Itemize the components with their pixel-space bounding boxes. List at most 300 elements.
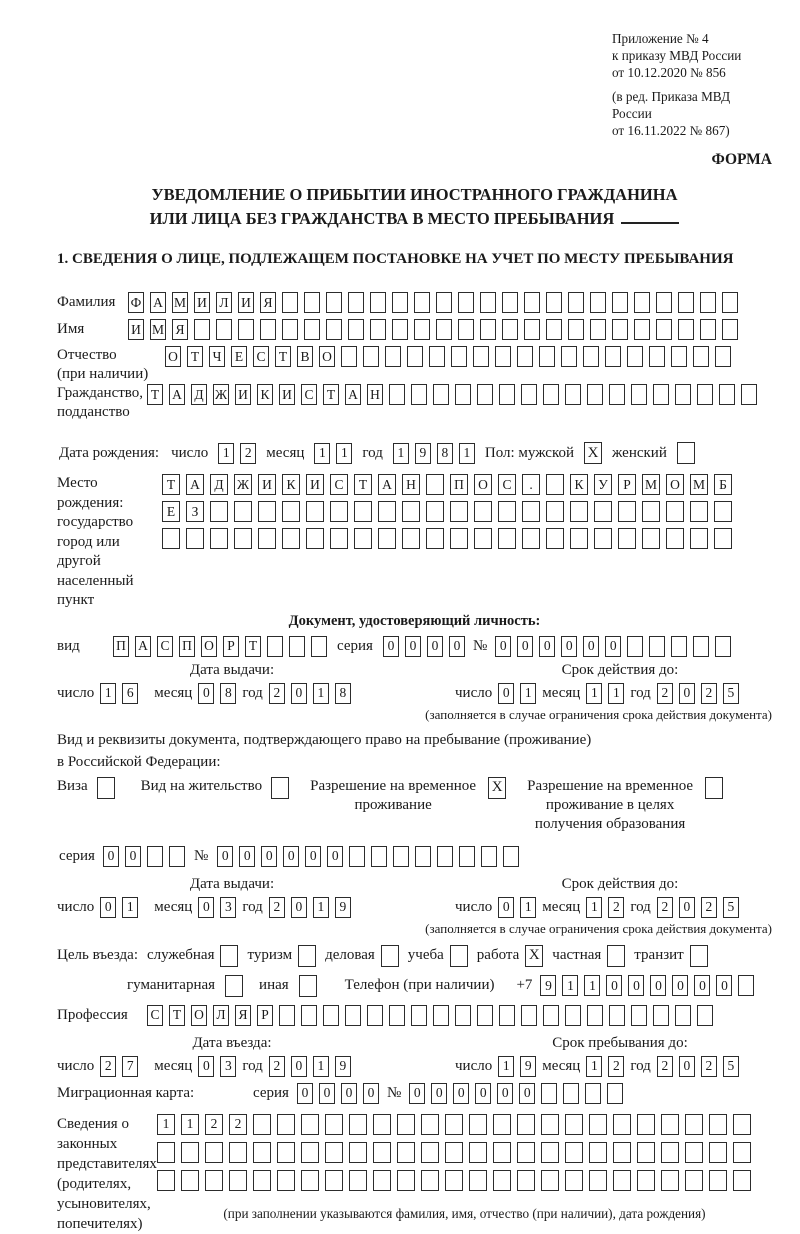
- representative-cell[interactable]: [325, 1114, 343, 1135]
- profession-cell[interactable]: [499, 1005, 515, 1026]
- birth-place-cell[interactable]: [282, 501, 300, 522]
- birth-place-cell[interactable]: [618, 528, 636, 549]
- representative-cell[interactable]: [181, 1142, 199, 1163]
- representative-cell[interactable]: [397, 1170, 415, 1191]
- birth-place-cell[interactable]: [258, 528, 276, 549]
- representative-cell[interactable]: [469, 1114, 487, 1135]
- residence-number-cell[interactable]: [393, 846, 409, 867]
- birth-month-cell[interactable]: 1: [314, 443, 330, 464]
- representative-cell[interactable]: [637, 1114, 655, 1135]
- birth-place-cell[interactable]: К: [282, 474, 300, 495]
- citizenship-cell[interactable]: [455, 384, 471, 405]
- doc-type-cell[interactable]: [311, 636, 327, 657]
- given-name-cell[interactable]: [282, 319, 298, 340]
- entry-day-cell[interactable]: 2: [100, 1056, 116, 1077]
- phone-digit-cell[interactable]: 0: [606, 975, 622, 996]
- other-purpose-checkbox[interactable]: [299, 975, 317, 997]
- study-checkbox[interactable]: [450, 945, 468, 967]
- birth-place-cell[interactable]: [402, 501, 420, 522]
- representative-cell[interactable]: [517, 1114, 535, 1135]
- patronymic-cell[interactable]: [517, 346, 533, 367]
- given-name-cell[interactable]: [260, 319, 276, 340]
- migration-number-cell[interactable]: [563, 1083, 579, 1104]
- surname-cell[interactable]: [700, 292, 716, 313]
- birth-place-cell[interactable]: [426, 474, 444, 495]
- phone-digit-cell[interactable]: 0: [650, 975, 666, 996]
- given-name-cell[interactable]: [370, 319, 386, 340]
- given-name-cell[interactable]: [326, 319, 342, 340]
- doc-number-cell[interactable]: 0: [495, 636, 511, 657]
- representative-cell[interactable]: [685, 1170, 703, 1191]
- residence-number-cell[interactable]: 0: [217, 846, 233, 867]
- representative-cell[interactable]: [709, 1142, 727, 1163]
- profession-cell[interactable]: [675, 1005, 691, 1026]
- patronymic-cell[interactable]: Т: [275, 346, 291, 367]
- surname-cell[interactable]: [634, 292, 650, 313]
- citizenship-cell[interactable]: А: [345, 384, 361, 405]
- surname-cell[interactable]: [722, 292, 738, 313]
- surname-cell[interactable]: Л: [216, 292, 232, 313]
- citizenship-cell[interactable]: С: [301, 384, 317, 405]
- phone-digit-cell[interactable]: 9: [540, 975, 556, 996]
- doc-number-cell[interactable]: 0: [561, 636, 577, 657]
- representative-cell[interactable]: [277, 1170, 295, 1191]
- surname-cell[interactable]: [304, 292, 320, 313]
- phone-digit-cell[interactable]: [738, 975, 754, 996]
- representative-cell[interactable]: [301, 1170, 319, 1191]
- tourism-checkbox[interactable]: [298, 945, 316, 967]
- birth-place-cell[interactable]: Н: [402, 474, 420, 495]
- patronymic-cell[interactable]: [385, 346, 401, 367]
- phone-digit-cell[interactable]: 0: [716, 975, 732, 996]
- birth-place-cell[interactable]: У: [594, 474, 612, 495]
- doc-type-cell[interactable]: О: [201, 636, 217, 657]
- birth-place-cell[interactable]: Т: [162, 474, 180, 495]
- migration-series-cell[interactable]: 0: [297, 1083, 313, 1104]
- representative-cell[interactable]: [181, 1170, 199, 1191]
- citizenship-cell[interactable]: [741, 384, 757, 405]
- representative-cell[interactable]: [613, 1142, 631, 1163]
- birth-place-cell[interactable]: [546, 528, 564, 549]
- profession-cell[interactable]: [411, 1005, 427, 1026]
- birth-place-cell[interactable]: [402, 528, 420, 549]
- surname-cell[interactable]: [524, 292, 540, 313]
- birth-place-cell[interactable]: З: [186, 501, 204, 522]
- migration-number-cell[interactable]: [541, 1083, 557, 1104]
- representative-cell[interactable]: [661, 1114, 679, 1135]
- patronymic-cell[interactable]: [341, 346, 357, 367]
- citizenship-cell[interactable]: Н: [367, 384, 383, 405]
- birth-place-cell[interactable]: К: [570, 474, 588, 495]
- representative-cell[interactable]: [229, 1170, 247, 1191]
- citizenship-cell[interactable]: Д: [191, 384, 207, 405]
- profession-cell[interactable]: [543, 1005, 559, 1026]
- birth-place-cell[interactable]: [306, 528, 324, 549]
- birth-place-cell[interactable]: [570, 501, 588, 522]
- representative-cell[interactable]: [565, 1170, 583, 1191]
- stay-day-cell[interactable]: 9: [520, 1056, 536, 1077]
- profession-cell[interactable]: [609, 1005, 625, 1026]
- representative-cell[interactable]: [709, 1170, 727, 1191]
- profession-cell[interactable]: [653, 1005, 669, 1026]
- residence-series-cell[interactable]: 0: [125, 846, 141, 867]
- representative-cell[interactable]: [589, 1170, 607, 1191]
- doc-type-cell[interactable]: П: [179, 636, 195, 657]
- representative-cell[interactable]: [733, 1114, 751, 1135]
- female-checkbox[interactable]: [677, 442, 695, 464]
- valid-day-cell[interactable]: 1: [520, 683, 536, 704]
- birth-place-cell[interactable]: [210, 501, 228, 522]
- representative-cell[interactable]: [661, 1142, 679, 1163]
- surname-cell[interactable]: [656, 292, 672, 313]
- representative-cell[interactable]: 2: [229, 1114, 247, 1135]
- surname-cell[interactable]: [392, 292, 408, 313]
- birth-place-cell[interactable]: [234, 528, 252, 549]
- edu-permit-checkbox[interactable]: [705, 777, 723, 799]
- birth-place-cell[interactable]: П: [450, 474, 468, 495]
- representative-cell[interactable]: [301, 1114, 319, 1135]
- doc-series-cell[interactable]: 0: [383, 636, 399, 657]
- representative-cell[interactable]: [493, 1114, 511, 1135]
- female-checkbox[interactable]: [677, 442, 695, 464]
- issue-day-cell[interactable]: 6: [122, 683, 138, 704]
- surname-cell[interactable]: [612, 292, 628, 313]
- valid-year-cell[interactable]: 2: [657, 897, 673, 918]
- representative-cell[interactable]: 1: [157, 1114, 175, 1135]
- doc-number-cell[interactable]: [627, 636, 643, 657]
- issue-month-cell[interactable]: 0: [198, 683, 214, 704]
- doc-series-cell[interactable]: 0: [449, 636, 465, 657]
- temp-permit-checkbox[interactable]: X: [488, 777, 506, 799]
- migration-number-cell[interactable]: 0: [431, 1083, 447, 1104]
- birth-place-cell[interactable]: [354, 528, 372, 549]
- birth-place-cell[interactable]: [690, 528, 708, 549]
- profession-cell[interactable]: О: [191, 1005, 207, 1026]
- profession-cell[interactable]: Р: [257, 1005, 273, 1026]
- representative-cell[interactable]: [685, 1142, 703, 1163]
- citizenship-cell[interactable]: И: [279, 384, 295, 405]
- surname-cell[interactable]: [590, 292, 606, 313]
- birth-place-cell[interactable]: [690, 501, 708, 522]
- birth-place-cell[interactable]: [642, 501, 660, 522]
- representative-cell[interactable]: [157, 1170, 175, 1191]
- profession-cell[interactable]: [477, 1005, 493, 1026]
- citizenship-cell[interactable]: Ж: [213, 384, 229, 405]
- surname-cell[interactable]: [458, 292, 474, 313]
- valid-month-cell[interactable]: 1: [586, 897, 602, 918]
- given-name-cell[interactable]: [216, 319, 232, 340]
- doc-type-cell[interactable]: [289, 636, 305, 657]
- issue-year-cell[interactable]: 8: [335, 683, 351, 704]
- residence-number-cell[interactable]: 0: [327, 846, 343, 867]
- profession-cell[interactable]: [455, 1005, 471, 1026]
- birth-place-cell[interactable]: [594, 528, 612, 549]
- profession-cell[interactable]: [521, 1005, 537, 1026]
- valid-day-cell[interactable]: 0: [498, 897, 514, 918]
- residence-number-cell[interactable]: [437, 846, 453, 867]
- representative-cell[interactable]: [253, 1114, 271, 1135]
- representative-cell[interactable]: [445, 1142, 463, 1163]
- profession-cell[interactable]: [631, 1005, 647, 1026]
- valid-month-cell[interactable]: 2: [608, 897, 624, 918]
- visa-checkbox[interactable]: [97, 777, 115, 799]
- valid-month-cell[interactable]: 1: [608, 683, 624, 704]
- surname-cell[interactable]: Ф: [128, 292, 144, 313]
- patronymic-cell[interactable]: [561, 346, 577, 367]
- representative-cell[interactable]: [445, 1114, 463, 1135]
- birth-place-cell[interactable]: .: [522, 474, 540, 495]
- migration-number-cell[interactable]: [585, 1083, 601, 1104]
- birth-day-cell[interactable]: 2: [240, 443, 256, 464]
- patronymic-cell[interactable]: [429, 346, 445, 367]
- birth-year-cell[interactable]: 1: [393, 443, 409, 464]
- birth-place-cell[interactable]: [450, 528, 468, 549]
- profession-cell[interactable]: [587, 1005, 603, 1026]
- profession-cell[interactable]: [345, 1005, 361, 1026]
- doc-type-cell[interactable]: [267, 636, 283, 657]
- profession-cell[interactable]: [279, 1005, 295, 1026]
- issue-year-cell[interactable]: 1: [313, 683, 329, 704]
- representative-cell[interactable]: [541, 1114, 559, 1135]
- given-name-cell[interactable]: [656, 319, 672, 340]
- representative-cell[interactable]: [733, 1170, 751, 1191]
- birth-place-cell[interactable]: [210, 528, 228, 549]
- humanitarian-checkbox[interactable]: [225, 975, 243, 997]
- citizenship-cell[interactable]: [609, 384, 625, 405]
- surname-cell[interactable]: [326, 292, 342, 313]
- birth-place-cell[interactable]: [474, 501, 492, 522]
- given-name-cell[interactable]: [678, 319, 694, 340]
- birth-place-cell[interactable]: И: [306, 474, 324, 495]
- entry-year-cell[interactable]: 0: [291, 1056, 307, 1077]
- doc-series-cell[interactable]: 0: [405, 636, 421, 657]
- patronymic-cell[interactable]: С: [253, 346, 269, 367]
- temp-permit-checkbox[interactable]: [488, 777, 506, 799]
- birth-place-cell[interactable]: [498, 501, 516, 522]
- birth-place-cell[interactable]: [378, 501, 396, 522]
- representative-cell[interactable]: [277, 1142, 295, 1163]
- doc-number-cell[interactable]: 0: [539, 636, 555, 657]
- citizenship-cell[interactable]: К: [257, 384, 273, 405]
- patronymic-cell[interactable]: [627, 346, 643, 367]
- representative-cell[interactable]: [205, 1142, 223, 1163]
- phone-digit-cell[interactable]: 1: [562, 975, 578, 996]
- patronymic-cell[interactable]: [473, 346, 489, 367]
- issue-month-cell[interactable]: 3: [220, 897, 236, 918]
- edu-permit-checkbox[interactable]: [705, 777, 723, 799]
- issue-day-cell[interactable]: 0: [100, 897, 116, 918]
- transit-checkbox[interactable]: [690, 945, 708, 967]
- citizenship-cell[interactable]: [411, 384, 427, 405]
- profession-cell[interactable]: [389, 1005, 405, 1026]
- given-name-cell[interactable]: [612, 319, 628, 340]
- birth-place-cell[interactable]: С: [330, 474, 348, 495]
- surname-cell[interactable]: [282, 292, 298, 313]
- given-name-cell[interactable]: [546, 319, 562, 340]
- representative-cell[interactable]: [613, 1114, 631, 1135]
- representative-cell[interactable]: [493, 1170, 511, 1191]
- birth-place-cell[interactable]: [306, 501, 324, 522]
- representative-cell[interactable]: [493, 1142, 511, 1163]
- issue-year-cell[interactable]: 1: [313, 897, 329, 918]
- entry-year-cell[interactable]: 2: [269, 1056, 285, 1077]
- residence-number-cell[interactable]: 0: [305, 846, 321, 867]
- representative-cell[interactable]: [157, 1142, 175, 1163]
- representative-cell[interactable]: [469, 1142, 487, 1163]
- doc-number-cell[interactable]: 0: [517, 636, 533, 657]
- citizenship-cell[interactable]: [675, 384, 691, 405]
- birth-place-cell[interactable]: [594, 501, 612, 522]
- patronymic-cell[interactable]: [495, 346, 511, 367]
- other-purpose-checkbox[interactable]: [299, 975, 317, 997]
- doc-number-cell[interactable]: [671, 636, 687, 657]
- profession-cell[interactable]: [323, 1005, 339, 1026]
- residence-number-cell[interactable]: [481, 846, 497, 867]
- citizenship-cell[interactable]: [433, 384, 449, 405]
- profession-cell[interactable]: [697, 1005, 713, 1026]
- birth-place-cell[interactable]: [666, 528, 684, 549]
- work-checkbox[interactable]: [525, 945, 543, 967]
- patronymic-cell[interactable]: Т: [187, 346, 203, 367]
- birth-place-cell[interactable]: [282, 528, 300, 549]
- birth-place-cell[interactable]: Ж: [234, 474, 252, 495]
- representative-cell[interactable]: [565, 1142, 583, 1163]
- profession-cell[interactable]: Л: [213, 1005, 229, 1026]
- birth-day-cell[interactable]: 1: [218, 443, 234, 464]
- business-checkbox[interactable]: [220, 945, 238, 967]
- doc-type-cell[interactable]: П: [113, 636, 129, 657]
- given-name-cell[interactable]: [436, 319, 452, 340]
- stay-year-cell[interactable]: 2: [657, 1056, 673, 1077]
- birth-place-cell[interactable]: [546, 474, 564, 495]
- work-checkbox[interactable]: X: [525, 945, 543, 967]
- study-checkbox[interactable]: [450, 945, 468, 967]
- given-name-cell[interactable]: [700, 319, 716, 340]
- birth-place-cell[interactable]: С: [498, 474, 516, 495]
- issue-day-cell[interactable]: 1: [122, 897, 138, 918]
- given-name-cell[interactable]: [590, 319, 606, 340]
- representative-cell[interactable]: [541, 1142, 559, 1163]
- patronymic-cell[interactable]: Ч: [209, 346, 225, 367]
- birth-place-cell[interactable]: Т: [354, 474, 372, 495]
- surname-cell[interactable]: И: [238, 292, 254, 313]
- residence-number-cell[interactable]: 0: [261, 846, 277, 867]
- representative-cell[interactable]: [325, 1142, 343, 1163]
- issue-year-cell[interactable]: 2: [269, 897, 285, 918]
- patronymic-cell[interactable]: [671, 346, 687, 367]
- surname-cell[interactable]: [436, 292, 452, 313]
- valid-year-cell[interactable]: 2: [701, 897, 717, 918]
- birth-place-cell[interactable]: [714, 501, 732, 522]
- representative-cell[interactable]: [373, 1114, 391, 1135]
- citizenship-cell[interactable]: Т: [147, 384, 163, 405]
- patronymic-cell[interactable]: [605, 346, 621, 367]
- given-name-cell[interactable]: [502, 319, 518, 340]
- residence-number-cell[interactable]: 0: [283, 846, 299, 867]
- birth-place-cell[interactable]: [450, 501, 468, 522]
- phone-digit-cell[interactable]: 1: [584, 975, 600, 996]
- citizenship-cell[interactable]: [521, 384, 537, 405]
- citizenship-cell[interactable]: [477, 384, 493, 405]
- given-name-cell[interactable]: [238, 319, 254, 340]
- citizenship-cell[interactable]: [565, 384, 581, 405]
- patronymic-cell[interactable]: [451, 346, 467, 367]
- representative-cell[interactable]: [661, 1170, 679, 1191]
- representative-cell[interactable]: [421, 1114, 439, 1135]
- representative-cell[interactable]: [517, 1170, 535, 1191]
- doc-number-cell[interactable]: [649, 636, 665, 657]
- surname-cell[interactable]: А: [150, 292, 166, 313]
- residence-number-cell[interactable]: [349, 846, 365, 867]
- birth-place-cell[interactable]: [498, 528, 516, 549]
- birth-place-cell[interactable]: [522, 528, 540, 549]
- migration-number-cell[interactable]: 0: [497, 1083, 513, 1104]
- patronymic-cell[interactable]: [649, 346, 665, 367]
- profession-cell[interactable]: Я: [235, 1005, 251, 1026]
- birth-place-cell[interactable]: [162, 528, 180, 549]
- citizenship-cell[interactable]: [543, 384, 559, 405]
- representative-cell[interactable]: [469, 1170, 487, 1191]
- commercial-checkbox[interactable]: [381, 945, 399, 967]
- entry-year-cell[interactable]: 1: [313, 1056, 329, 1077]
- birth-place-cell[interactable]: [546, 501, 564, 522]
- residence-number-cell[interactable]: [371, 846, 387, 867]
- representative-cell[interactable]: [277, 1114, 295, 1135]
- given-name-cell[interactable]: [194, 319, 210, 340]
- migration-number-cell[interactable]: [607, 1083, 623, 1104]
- issue-month-cell[interactable]: 8: [220, 683, 236, 704]
- representative-cell[interactable]: [541, 1170, 559, 1191]
- patronymic-cell[interactable]: [539, 346, 555, 367]
- profession-cell[interactable]: Т: [169, 1005, 185, 1026]
- profession-cell[interactable]: [301, 1005, 317, 1026]
- birth-place-cell[interactable]: [666, 501, 684, 522]
- doc-number-cell[interactable]: 0: [583, 636, 599, 657]
- representative-cell[interactable]: [349, 1170, 367, 1191]
- valid-year-cell[interactable]: 2: [657, 683, 673, 704]
- birth-year-cell[interactable]: 9: [415, 443, 431, 464]
- migration-series-cell[interactable]: 0: [319, 1083, 335, 1104]
- residence-series-cell[interactable]: 0: [103, 846, 119, 867]
- given-name-cell[interactable]: [392, 319, 408, 340]
- given-name-cell[interactable]: [524, 319, 540, 340]
- birth-place-cell[interactable]: [426, 501, 444, 522]
- representative-cell[interactable]: [637, 1142, 655, 1163]
- patronymic-cell[interactable]: Е: [231, 346, 247, 367]
- patronymic-cell[interactable]: В: [297, 346, 313, 367]
- valid-year-cell[interactable]: 0: [679, 683, 695, 704]
- profession-cell[interactable]: [565, 1005, 581, 1026]
- representative-cell[interactable]: [229, 1142, 247, 1163]
- birth-place-cell[interactable]: [234, 501, 252, 522]
- birth-place-cell[interactable]: М: [642, 474, 660, 495]
- representative-cell[interactable]: [565, 1114, 583, 1135]
- surname-cell[interactable]: И: [194, 292, 210, 313]
- representative-cell[interactable]: [253, 1142, 271, 1163]
- valid-day-cell[interactable]: 0: [498, 683, 514, 704]
- citizenship-cell[interactable]: [631, 384, 647, 405]
- birth-place-cell[interactable]: [426, 528, 444, 549]
- issue-month-cell[interactable]: 0: [198, 897, 214, 918]
- citizenship-cell[interactable]: А: [169, 384, 185, 405]
- stay-year-cell[interactable]: 5: [723, 1056, 739, 1077]
- citizenship-cell[interactable]: [697, 384, 713, 405]
- birth-place-cell[interactable]: [474, 528, 492, 549]
- stay-month-cell[interactable]: 1: [586, 1056, 602, 1077]
- doc-number-cell[interactable]: [715, 636, 731, 657]
- citizenship-cell[interactable]: [653, 384, 669, 405]
- given-name-cell[interactable]: М: [150, 319, 166, 340]
